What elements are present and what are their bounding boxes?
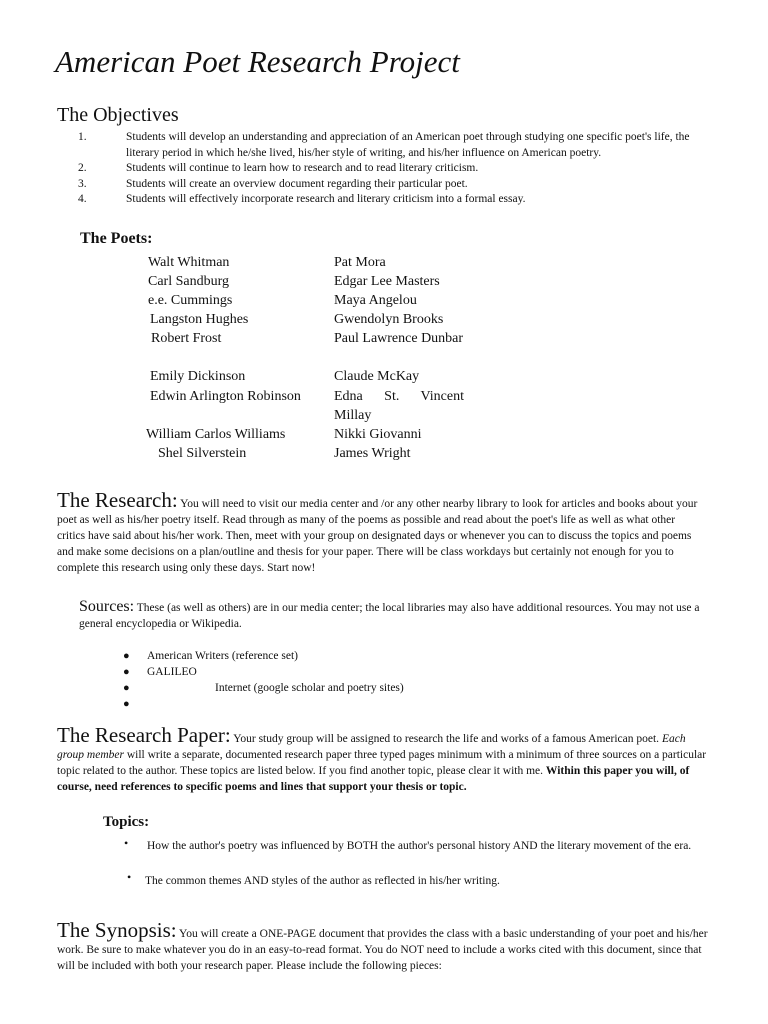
- source-item-text: Internet (google scholar and poetry sites): [215, 682, 404, 694]
- poet-name: Paul Lawrence Dunbar: [334, 331, 464, 346]
- objective-item: [78, 177, 718, 193]
- objective-item: [78, 192, 718, 208]
- poet-name: James Wright: [334, 446, 411, 461]
- page-title: American Poet Research Project: [55, 44, 460, 79]
- topics-heading: Topics:: [103, 814, 150, 830]
- research-heading: The Research:: [57, 488, 178, 512]
- poet-name: e.e. Cummings: [148, 293, 233, 308]
- objective-item: [78, 130, 718, 161]
- objectives-heading: The Objectives: [57, 104, 179, 126]
- bullet-icon: ●: [123, 698, 130, 710]
- poet-name: Edgar Lee Masters: [334, 274, 440, 289]
- bullet-icon: ●: [123, 682, 130, 694]
- poet-name: Carl Sandburg: [148, 274, 230, 289]
- research-section: [57, 488, 705, 576]
- research-text: You will need to visit our media center and /or any other nearby library to look for articles and books about your poet as well as his/her poetry itself. Read through as many of the poems as possible and read about the poet's life as well as what other critics have said about his/her work. Then, meet with your group on designated days or whenever you can to discuss the topics and poems and make some decisions on a plan/outline and thesis for your paper. There will be class workdays but certainly not enough for you to complete this research using only these days. Start now!: [57, 498, 698, 574]
- objective-text: Students will develop an understanding and appreciation of an American poet through studying one specific poet's life, the literary period in which he/she lived, his/her style of writing, and his/her influence on American poetry.: [126, 131, 690, 159]
- poet-name: Langston Hughes: [150, 312, 249, 327]
- objective-text: Students will continue to learn how to research and to read literary criticism.: [126, 162, 479, 174]
- objective-text: Students will create an overview document regarding their particular poet.: [126, 177, 468, 190]
- poet-name: Nikki Giovanni: [334, 427, 422, 442]
- topic-item: The common themes AND styles of the author as reflected in his/her writing.: [145, 875, 500, 887]
- research-paper-text: Your study group will be assigned to research the life and works of a famous American poet.: [233, 733, 660, 745]
- objectives-list: [78, 130, 718, 208]
- topic-item: How the author's poetry was influenced by BOTH the author's personal history AND the literary movement of the era.: [147, 840, 692, 852]
- bullet-icon: •: [124, 836, 129, 850]
- poet-name: Gwendolyn Brooks: [334, 312, 444, 327]
- list-item: [120, 648, 520, 664]
- poet-name: Pat Mora: [334, 255, 386, 270]
- research-paper-italic-text: Each group member: [57, 733, 686, 761]
- research-paper-text: will write a separate, documented research paper three typed pages minimum with a minimum of three sources on a particular topic related to the author. These topics are listed below. If you find another topic, please clear it with me.: [57, 749, 707, 777]
- poet-name: Walt Whitman: [148, 255, 230, 270]
- sources-text: These (as well as others) are in our media center; the local libraries may also have additional resources. You may not use a general encyclopedia or Wikipedia.: [79, 602, 700, 630]
- poet-name: Shel Silverstein: [158, 446, 247, 461]
- poet-name: Maya Angelou: [334, 293, 417, 308]
- synopsis-text: You will create a ONE-PAGE document that provides the class with a basic understanding of your poet and his/her work. Be sure to make whatever you do in an easy-to-read format. You do NOT need to include a works cited with this document, since that will be included with both your research paper. Please include the following pieces:: [57, 928, 708, 972]
- list-item: [120, 664, 520, 680]
- poet-name: Emily Dickinson: [150, 369, 246, 384]
- objective-text: Students will effectively incorporate research and literary criticism into a formal essay.: [126, 193, 526, 205]
- objective-number: 2.: [78, 162, 87, 174]
- objective-number: 1.: [78, 131, 87, 143]
- synopsis-heading: The Synopsis:: [57, 918, 177, 942]
- objective-number: 4.: [78, 193, 87, 205]
- objective-item: [78, 161, 718, 177]
- list-item: [120, 680, 520, 696]
- source-item-text: GALILEO: [147, 666, 197, 678]
- poet-name: Edna St. Vincent Millay: [334, 389, 464, 423]
- source-item-text: American Writers (reference set): [147, 650, 298, 662]
- research-paper-heading: The Research Paper:: [57, 723, 231, 747]
- poet-name: Edwin Arlington Robinson: [150, 389, 301, 404]
- objective-number: 3.: [78, 177, 87, 190]
- poet-name: Robert Frost: [151, 331, 222, 346]
- bullet-icon: ●: [123, 666, 130, 678]
- research-paper-bold-text: Within this paper you will, of course, need references to specific poems and lines that support your thesis or topic.: [57, 765, 690, 793]
- bullet-icon: •: [127, 870, 132, 884]
- poet-name: Claude McKay: [334, 369, 420, 384]
- sources-list: [120, 648, 520, 712]
- list-item: [120, 696, 520, 712]
- bullet-icon: ●: [123, 650, 130, 662]
- research-paper-section: [57, 723, 713, 795]
- poets-heading: The Poets:: [80, 230, 153, 247]
- synopsis-section: [57, 918, 711, 974]
- sources-heading: Sources:: [79, 598, 135, 615]
- poet-name: William Carlos Williams: [146, 427, 286, 442]
- sources-section: [79, 599, 709, 632]
